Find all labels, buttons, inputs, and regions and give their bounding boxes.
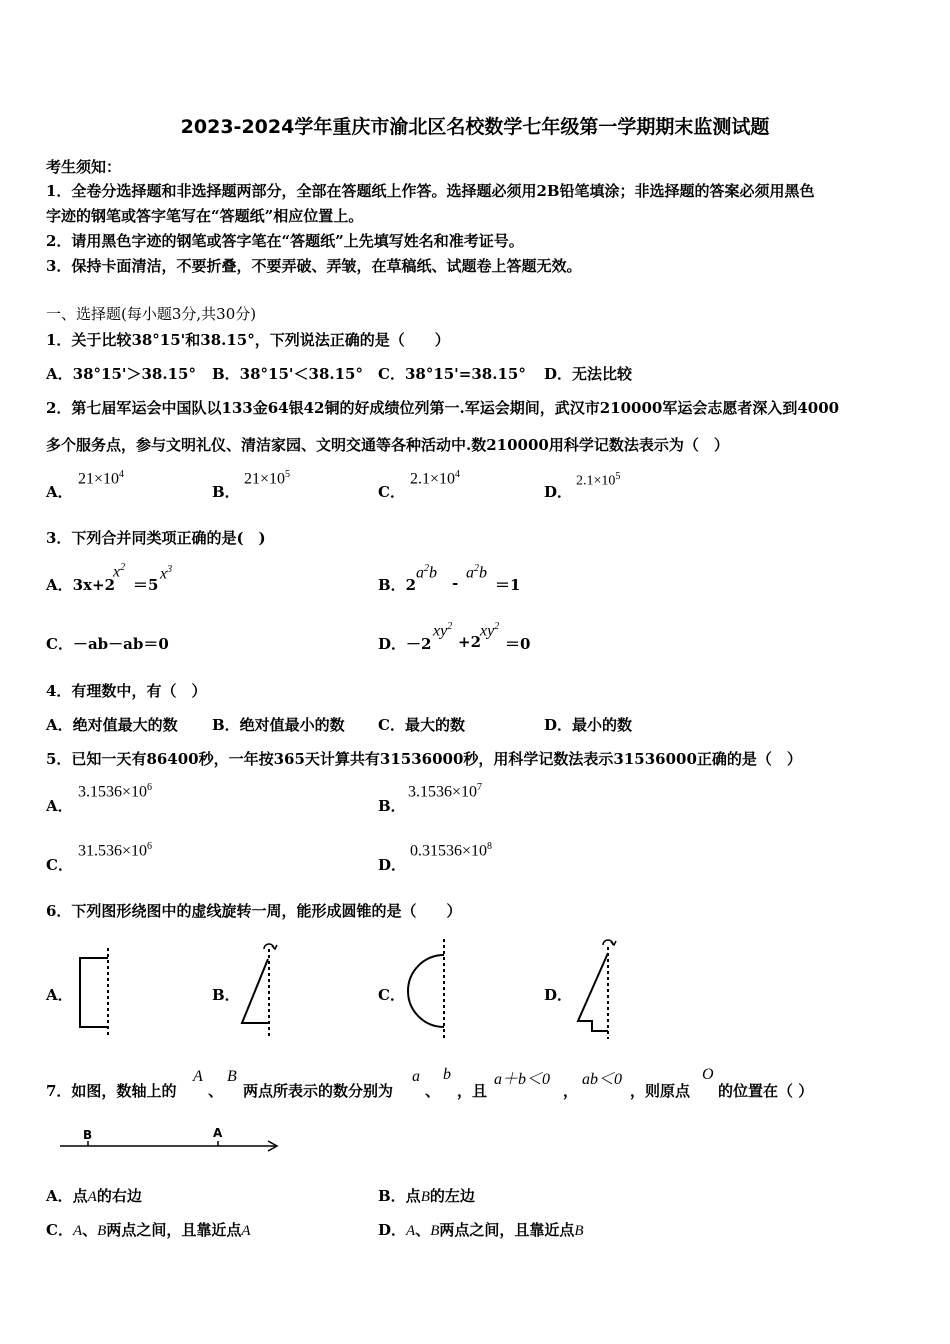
number-line-label-b: B [83,1128,93,1142]
q2-option-c-label: C． [378,483,405,501]
q3-option-b-label: B．2 [378,576,417,594]
q3-option-b-minus: - [452,574,459,592]
notice-heading: 考生须知： [46,158,122,176]
q7-stem-d: ，则原点 [630,1082,691,1100]
q6-option-d-label: D． [544,986,573,1004]
q2-option-a-label: A． [46,483,73,501]
q3-option-d-plus: +2 [458,633,482,651]
q1-option-d: D．无法比较 [544,365,633,383]
q7-option-d: D．A、B两点之间，且靠近点B [378,1221,584,1239]
q5-option-d-expr: $0.31536\times 10^8$ [410,841,493,860]
q2-option-b-label: B． [212,483,240,501]
notice-line-4: 3．保持卡面清洁，不要折叠，不要弄破、弄皱，在草稿纸、试题卷上答题无效。 [46,257,582,275]
section-heading: 一、选择题(每小题3分,共30分) [46,305,257,323]
page-title: 2023-2024学年重庆市渝北区名校数学七年级第一学期期末监测试题 [180,116,770,138]
q1-option-c: C．38°15'=38.15° [378,365,526,383]
q5-option-c-label: C． [46,856,73,874]
q3-option-a-eq: ＝5 [133,576,159,594]
q4-stem: 4．有理数中，有（ ） [46,682,207,700]
q7-number-line [58,1122,288,1162]
q5-option-a-expr: $3.1536\times 10^6$ [78,782,153,801]
q7-stem-e: 的位置在（ ） [718,1082,814,1100]
q7-option-c: C．A、B两点之间，且靠近点A [46,1221,251,1239]
q2-option-a-expr: $21\times 10^4$ [78,469,125,488]
notice-line-1: 1．全卷分选择题和非选择题两部分，全部在答题纸上作答。选择题必须用2B铅笔填涂；非选择题的答案必须用黑色 [46,182,815,200]
q7-condition-2: ab＜0 [582,1071,623,1088]
q2-option-c-expr: $2.1\times 10^4$ [410,469,461,488]
q7-sep-1: 、 [208,1082,224,1100]
q1-option-b: B．38°15'＜38.15° [212,365,363,383]
q2-option-d-label: D． [544,483,573,501]
q1-stem: 1．关于比较38°15'和38.15°，下列说法正确的是（ ） [46,331,450,349]
q7-point-b: B [227,1068,237,1085]
q2-option-b-expr: $21\times 10^5$ [244,469,291,488]
q6-option-a-label: A． [46,986,73,1004]
q5-stem: 5．已知一天有86400秒，一年按365天计算共有31536000秒，用科学记数法表示31536000正确的是（ ） [46,750,802,768]
q4-option-d: D．最小的数 [544,716,633,734]
notice-line-3: 2．请用黑色字迹的钢笔或答字笔在“答题纸”上先填写姓名和准考证号。 [46,232,524,250]
q6-stem: 6．下列图形绕图中的虚线旋转一周，能形成圆锥的是（ ） [46,902,462,920]
q7-sep-2: 、 [425,1082,441,1100]
q6-figure-d-shape [570,935,630,1045]
q4-option-b: B．绝对值最小的数 [212,716,345,734]
q3-option-b-term1: $a^2b$ [416,563,437,582]
q5-option-b-label: B． [378,797,406,815]
q4-option-c: C．最大的数 [378,716,465,734]
q3-option-d-label: D．－2 [378,635,432,653]
q6-figure-a-rectangle [76,940,136,1040]
q3-option-d-term2: $xy^2$ [480,621,500,640]
q3-option-b-term2: $a^2b$ [466,563,487,582]
q7-stem-b: 两点所表示的数分别为 [243,1082,394,1100]
q3-option-d-eq: ＝0 [505,635,531,653]
q7-condition-1: a＋b＜0 [494,1071,551,1088]
q3-option-c: C．－ab－ab＝0 [46,635,169,653]
q3-option-a-term2: $x^3$ [160,564,173,583]
q6-figure-c-semicircle [402,935,462,1045]
q6-figure-b-triangle [236,935,296,1045]
q5-option-b-expr: $3.1536\times 10^7$ [408,782,483,801]
q7-stem-a: 7．如图，数轴上的 [46,1082,177,1100]
q1-option-a: A．38°15'＞38.15° [46,365,196,383]
q7-comma: ， [563,1082,579,1100]
q5-option-a-label: A． [46,797,73,815]
q6-option-c-label: C． [378,986,405,1004]
q7-option-b: B．点B的左边 [378,1187,475,1205]
number-line-label-a: A [213,1126,223,1140]
q2-stem-line-2: 多个服务点，参与文明礼仪、清洁家园、文明交通等各种活动中.数210000用科学记数法表示为（ ） [46,436,729,454]
q3-stem: 3．下列合并同类项正确的是( ) [46,529,266,547]
q3-option-a-label: A．3x+2 [46,576,116,594]
q7-var-a: a [412,1068,420,1085]
q3-option-a-term1: $x^2$ [113,562,126,581]
q2-stem-line-1: 2．第七届军运会中国队以133金64银42铜的好成绩位列第一.军运会期间，武汉市210000军运会志愿者深入到4000 [46,399,840,417]
q3-option-d-term1: $xy^2$ [433,621,453,640]
q5-option-c-expr: $31.536\times 10^6$ [78,841,153,860]
notice-line-2: 字迹的钢笔或答字笔写在“答题纸”相应位置上。 [46,207,364,225]
q3-option-b-eq: ＝1 [495,576,521,594]
q7-var-b: b [443,1066,451,1083]
q5-option-d-label: D． [378,856,407,874]
q7-stem-c: ，且 [457,1082,488,1100]
q7-point-a: A [193,1068,203,1085]
q2-option-d-expr: $2.1\times 10^5$ [576,471,621,489]
q7-option-a: A．点A的右边 [46,1187,142,1205]
q6-option-b-label: B． [212,986,240,1004]
q4-option-a: A．绝对值最大的数 [46,716,178,734]
q7-origin: O [702,1066,714,1083]
